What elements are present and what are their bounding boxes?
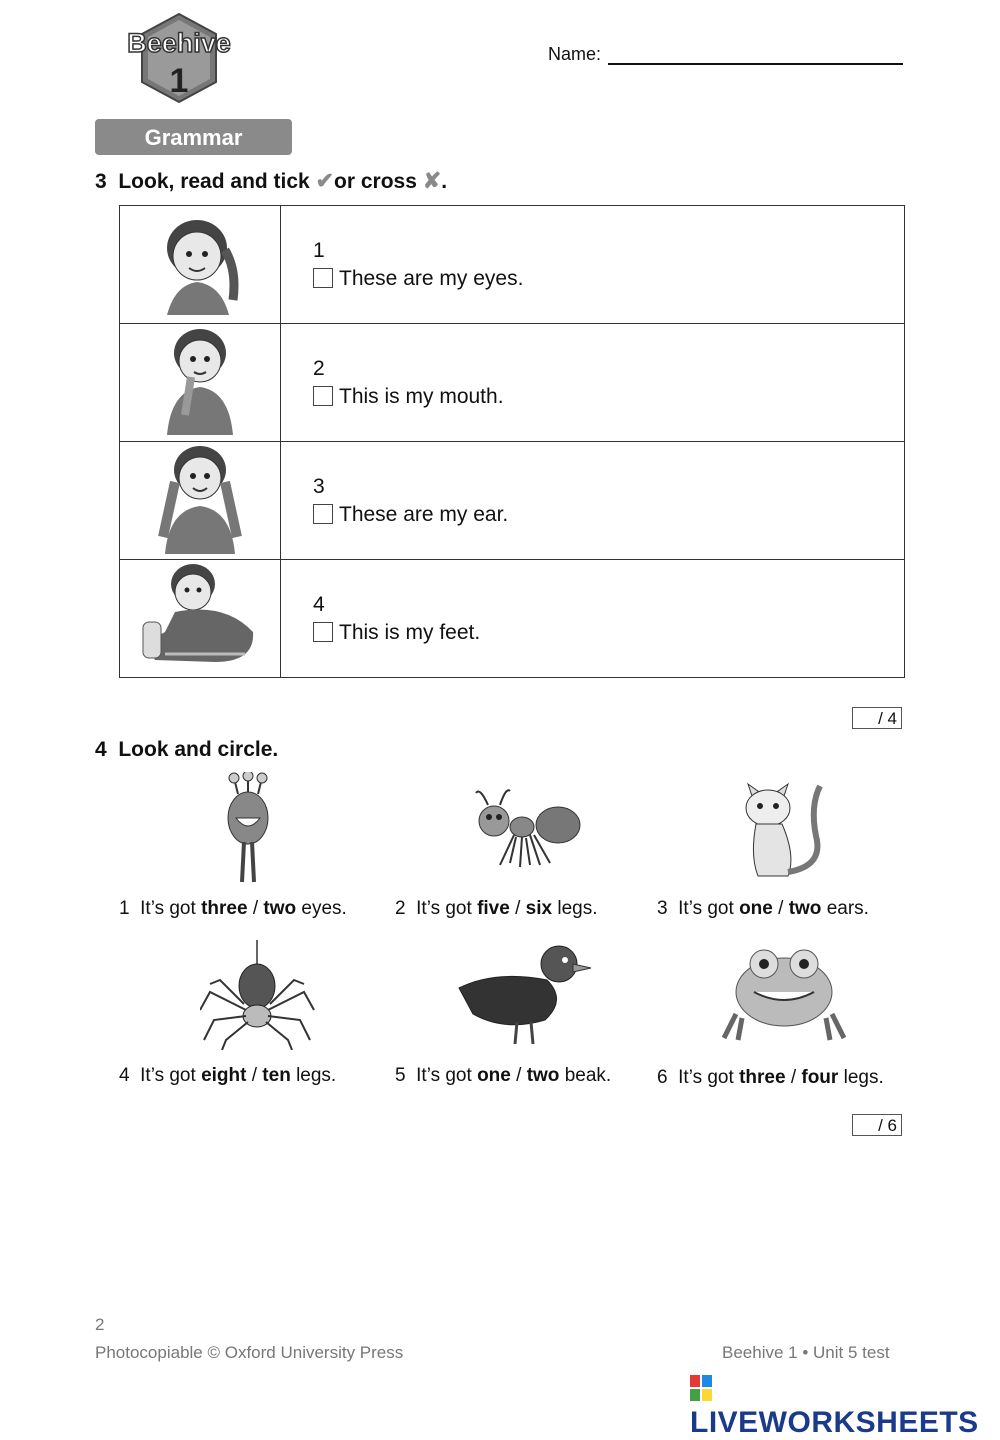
item-text: It’s got (140, 1065, 196, 1086)
sentence-cell (281, 442, 905, 560)
circle-item (395, 1065, 611, 1087)
answer-checkbox[interactable] (313, 268, 333, 288)
item-number: 6 (657, 1067, 668, 1088)
liveworksheets-logo-icon (690, 1375, 712, 1401)
exercise3-heading (95, 168, 447, 194)
cat-image (738, 776, 828, 880)
item-text-end: eyes. (301, 898, 347, 919)
item-text-end: legs. (843, 1067, 884, 1088)
sentence-cell (281, 324, 905, 442)
cross-icon: ✘ (422, 168, 442, 193)
exercise3-score-box: / 4 (852, 707, 902, 729)
option-one[interactable]: one (739, 898, 773, 919)
item-number: 2 (395, 898, 406, 919)
item-text: It’s got (678, 898, 734, 919)
exercise4-heading (95, 738, 278, 762)
table-row (120, 206, 905, 324)
option-two[interactable]: four (801, 1067, 839, 1088)
row-number: 2 (313, 356, 325, 380)
circle-item (657, 898, 869, 920)
table-row (120, 324, 905, 442)
exercise3-instruction-a: Look, read and tick (118, 170, 310, 193)
beehive-logo (112, 12, 247, 104)
item-text-end: beak. (564, 1065, 612, 1086)
circle-item (119, 1065, 336, 1087)
item-text-end: legs. (557, 898, 598, 919)
item-text-end: legs. (296, 1065, 337, 1086)
option-two[interactable]: six (525, 898, 553, 919)
table-row (120, 560, 905, 678)
option-separator: / (516, 1065, 522, 1086)
option-separator: / (251, 1065, 258, 1086)
row-number: 3 (313, 474, 325, 498)
option-one[interactable]: eight (201, 1065, 247, 1086)
ant-image (470, 783, 582, 871)
item-number: 1 (119, 898, 130, 919)
option-one[interactable]: one (477, 1065, 511, 1086)
boy-pointing-eyes-image (120, 206, 281, 324)
circle-item (119, 898, 347, 920)
monster-image (218, 772, 278, 884)
sentence-text: These are my ear. (339, 502, 509, 526)
copyright-text: Photocopiable © Oxford University Press (95, 1343, 404, 1362)
boy-pointing-mouth-image (120, 324, 281, 442)
option-one[interactable]: three (739, 1067, 786, 1088)
sentence-text: This is my mouth. (339, 384, 504, 408)
name-label: Name: (548, 44, 602, 64)
tick-table (119, 205, 905, 678)
exercise3-instruction-b: or cross (334, 170, 417, 193)
spider-image (200, 940, 315, 1050)
item-text: It’s got (416, 1065, 472, 1086)
tick-icon: ✔ (315, 168, 335, 193)
section-banner: Grammar (95, 119, 292, 155)
item-text-end: ears. (826, 898, 869, 919)
sentence-cell (281, 206, 905, 324)
frog-image (722, 942, 846, 1042)
table-row (120, 442, 905, 560)
watermark-text: LIVEWORKSHEETS (690, 1406, 979, 1439)
svg-text:Beehive: Beehive (127, 28, 231, 58)
row-number: 4 (313, 592, 325, 616)
answer-checkbox[interactable] (313, 386, 333, 406)
item-text: It’s got (678, 1067, 734, 1088)
row-number: 1 (313, 238, 325, 262)
boy-touching-feet-image (120, 560, 281, 678)
sentence-text: This is my feet. (339, 620, 481, 644)
boy-pointing-ears-image (120, 442, 281, 560)
option-two[interactable]: two (526, 1065, 560, 1086)
circle-item (395, 898, 598, 920)
answer-checkbox[interactable] (313, 622, 333, 642)
option-separator: / (515, 898, 521, 919)
sentence-text: These are my eyes. (339, 266, 524, 290)
exercise3-instruction-end: . (441, 170, 448, 193)
option-two[interactable]: two (263, 898, 297, 919)
option-separator: / (790, 1067, 797, 1088)
option-one[interactable]: five (477, 898, 510, 919)
exercise4-number: 4 (95, 738, 107, 761)
item-number: 5 (395, 1065, 406, 1086)
exercise4-instruction: Look and circle. (118, 738, 279, 761)
item-number: 3 (657, 898, 668, 919)
name-field[interactable] (608, 63, 903, 65)
option-two[interactable]: ten (262, 1065, 291, 1086)
book-info: Beehive 1 • Unit 5 test (722, 1343, 890, 1362)
option-one[interactable]: three (201, 898, 248, 919)
option-separator: / (778, 898, 784, 919)
circle-item (657, 1067, 884, 1089)
item-text: It’s got (416, 898, 472, 919)
item-number: 4 (119, 1065, 130, 1086)
liveworksheets-watermark (690, 1372, 1000, 1440)
option-separator: / (252, 898, 259, 919)
duck-image (455, 940, 595, 1048)
page-number: 2 (95, 1315, 105, 1334)
exercise4-score-box: / 6 (852, 1114, 902, 1136)
item-text: It’s got (140, 898, 196, 919)
svg-text:1: 1 (169, 62, 189, 100)
answer-checkbox[interactable] (313, 504, 333, 524)
sentence-cell (281, 560, 905, 678)
option-two[interactable]: two (788, 898, 822, 919)
exercise3-number: 3 (95, 170, 107, 193)
